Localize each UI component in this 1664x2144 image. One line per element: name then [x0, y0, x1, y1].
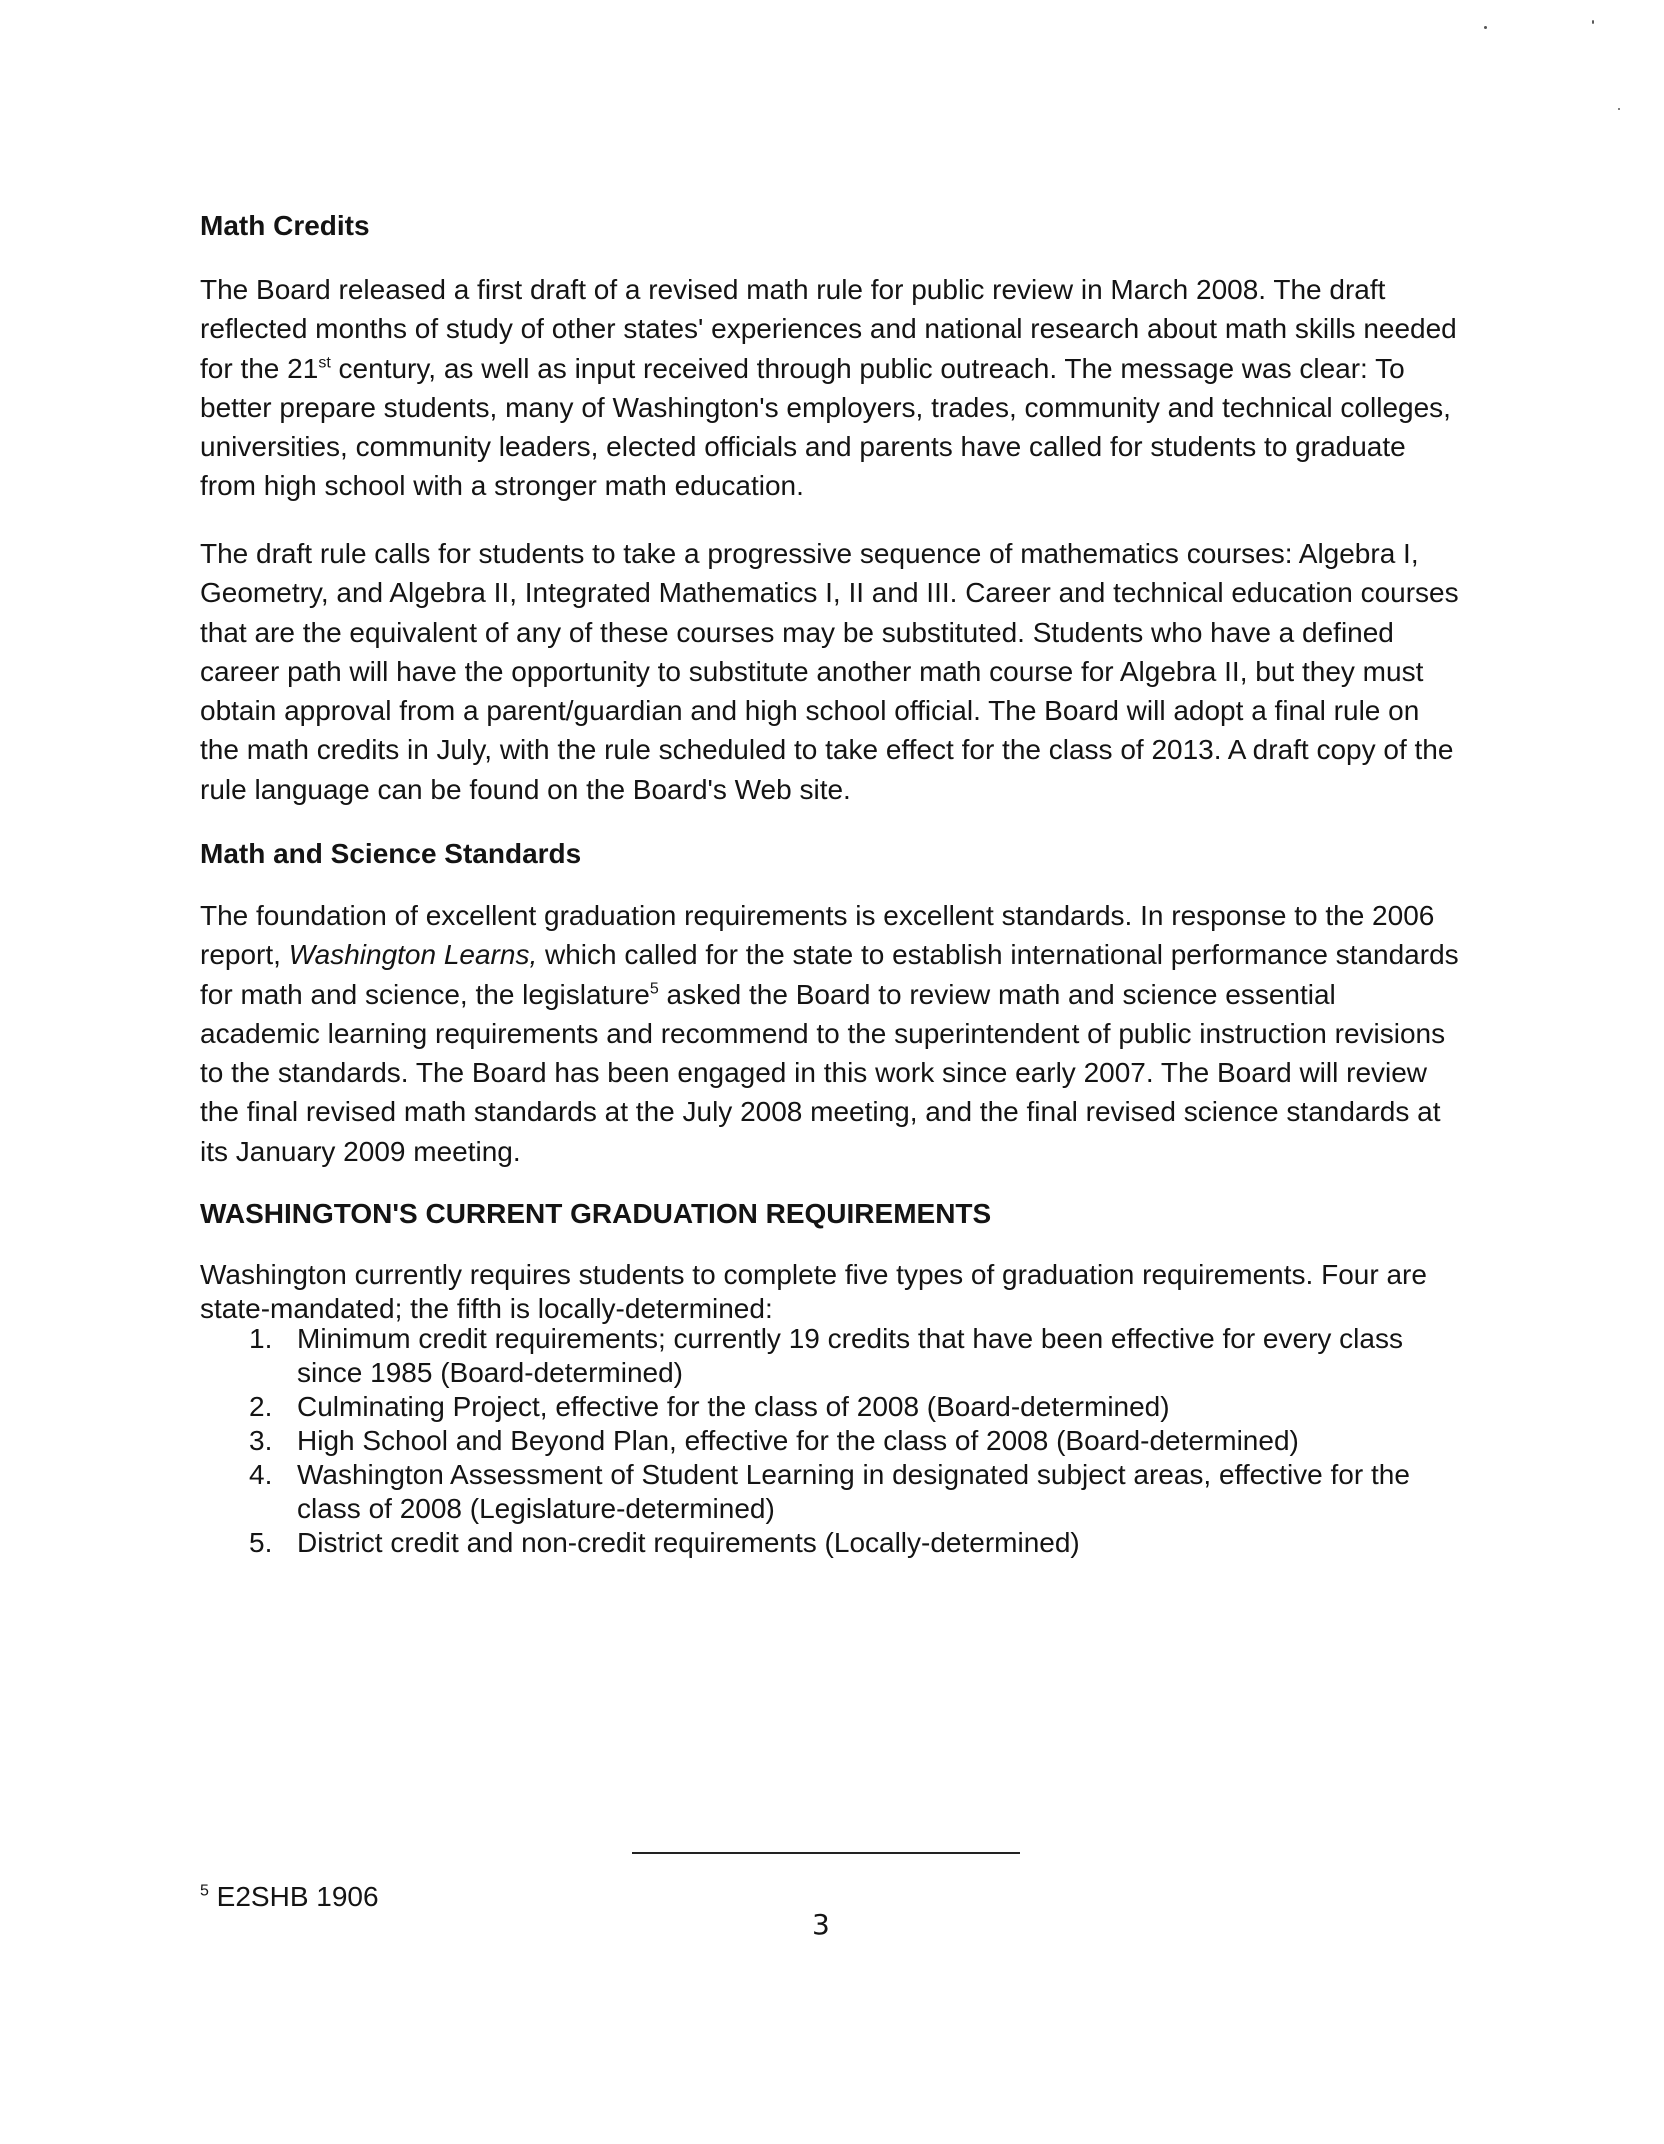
list-item-text: Culminating Project, effective for the class of 2008 (Board-determined): [297, 1391, 1170, 1422]
superscript: st: [318, 354, 331, 372]
text-run: asked the Board to review math and science essential academic learning requirements and recommend to the superintendent of public instruction revisions to the standards. The Board has been engaged in this work since early 2007. The Board will review the final revised math standards at the July 2008 meeting, and the final revised science standards at its January 2009 meeting.: [200, 978, 1446, 1167]
list-number: 5.: [249, 1527, 273, 1558]
requirements-list: [200, 1322, 1460, 1560]
scan-speck: [1484, 26, 1487, 29]
page-number: 3: [812, 1908, 830, 1941]
math-credits-paragraph-1: [200, 270, 1460, 506]
list-number: 2.: [249, 1391, 273, 1422]
current-requirements-intro: Washington currently requires students to complete five types of graduation requirements. Four are state-mandated; the fifth is locally-determined:: [200, 1259, 1427, 1324]
text-run: which called for the state to establish international performance standards for math and science, the legislature: [200, 939, 1459, 1010]
footnote-reference[interactable]: 5: [649, 980, 659, 998]
list-item: [200, 1458, 1460, 1526]
math-credits-heading: Math Credits: [200, 210, 370, 241]
list-item: [200, 1424, 1460, 1458]
footnote: [200, 1880, 379, 1914]
list-number: 1.: [249, 1323, 273, 1354]
footnote-marker: 5: [200, 1882, 209, 1900]
current-requirements-heading: WASHINGTON'S CURRENT GRADUATION REQUIREMENTS: [200, 1198, 992, 1229]
list-item-text: Washington Assessment of Student Learning in designated subject areas, effective for the class of 2008 (Legislature-determined): [297, 1459, 1410, 1524]
list-item: [200, 1322, 1460, 1390]
text-run: century, as well as input received through public outreach. The message was clear: To better prepare students, many of Washington's employers, trades, community and technical colleges, universities, community leaders, elected officials and parents have called for students to graduate from high school with a stronger math education.: [200, 352, 1451, 502]
list-item-text: Minimum credit requirements; currently 19 credits that have been effective for every class since 1985 (Board-determined): [297, 1323, 1403, 1388]
math-science-standards-paragraph: [200, 896, 1460, 1171]
footnote-separator: [632, 1852, 1020, 1854]
math-credits-paragraph-2: The draft rule calls for students to take a progressive sequence of mathematics courses: Algebra I, Geometry, and Algebra II, Integrated Mathematics I, II and III. Career and technical education courses that are the equivalent of any of these courses may be substituted. Students who have a defined career path will have the opportunity to substitute another math course for Algebra II, but they must obtain approval from a parent/guardian and high school official. The Board will adopt a final rule on the math credits in July, with the rule scheduled to take effect for the class of 2013. A draft copy of the rule language can be found on the Board's Web site.: [200, 538, 1459, 805]
list-number: 4.: [249, 1459, 273, 1490]
scan-speck: [1618, 108, 1620, 110]
footnote-text: E2SHB 1906: [208, 1881, 379, 1912]
list-item-text: District credit and non-credit requirements (Locally-determined): [297, 1527, 1080, 1558]
math-science-standards-heading: Math and Science Standards: [200, 838, 582, 869]
text-run: The Board released a first draft of a revised math rule for public review in March 2008. The draft reflected months of study of other states' experiences and national research about math skills needed for the 21: [200, 274, 1457, 384]
text-run: The foundation of excellent graduation requirements is excellent standards. In response to the 2006 report,: [200, 900, 1435, 971]
list-item: [200, 1390, 1460, 1424]
list-item: [200, 1526, 1460, 1560]
report-title: Washington Learns,: [288, 939, 538, 971]
list-number: 3.: [249, 1425, 273, 1456]
list-item-text: High School and Beyond Plan, effective for the class of 2008 (Board-determined): [297, 1425, 1299, 1456]
scan-speck: [1592, 20, 1594, 24]
